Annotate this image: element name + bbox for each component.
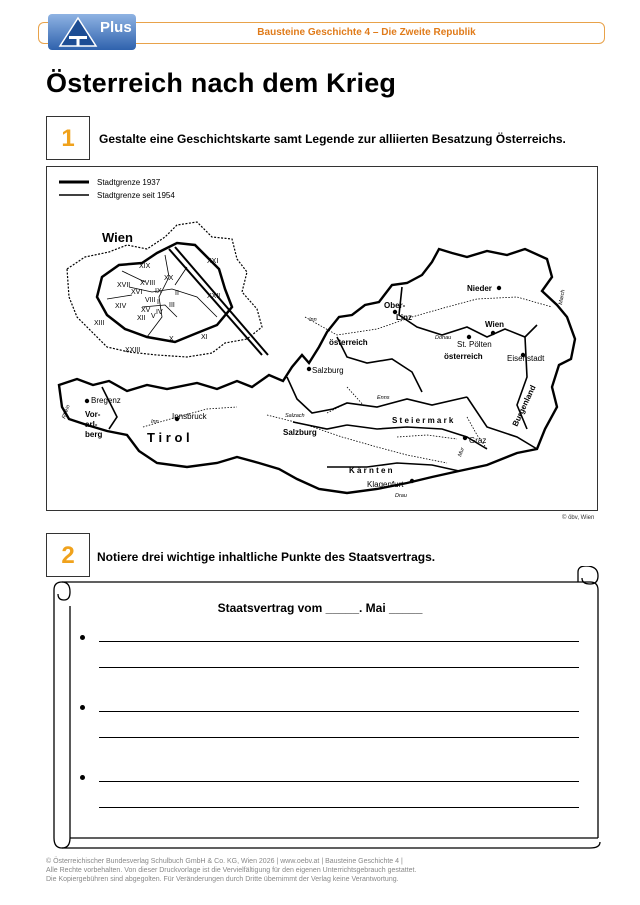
label-steiermark: S t e i e r m a r k bbox=[392, 416, 454, 425]
legend-label-1937: Stadtgrenze 1937 bbox=[97, 178, 161, 187]
river-label-salzach: Salzach bbox=[285, 413, 305, 419]
bullet-1 bbox=[80, 635, 85, 640]
map-frame bbox=[46, 166, 598, 511]
label-salzburg-city: Salzburg bbox=[312, 366, 344, 375]
svg-text:XXIII: XXIII bbox=[125, 347, 141, 354]
footer bbox=[46, 857, 416, 884]
river-label-enns: Enns bbox=[377, 395, 390, 401]
vienna-label: Wien bbox=[102, 230, 133, 245]
vienna-border-1954 bbox=[67, 222, 262, 357]
svg-text:XI: XI bbox=[201, 334, 208, 341]
river-label-mur: Mur bbox=[457, 446, 467, 458]
austria-map bbox=[47, 167, 597, 510]
river-label-donau: Donau bbox=[435, 335, 452, 341]
task-number-2: 2 bbox=[46, 533, 90, 577]
answer-line-3b[interactable] bbox=[99, 807, 579, 808]
label-klagenfurt: Klagenfurt bbox=[367, 480, 404, 489]
river-label-inn-2: Inn bbox=[151, 419, 159, 425]
task-2-instruction: Notiere drei wichtige inhaltliche Punkte des Staatsvertrags. bbox=[97, 550, 436, 564]
logo-text: Plus bbox=[100, 19, 132, 36]
bullet-2 bbox=[80, 705, 85, 710]
label-oesterreich-ober: österreich bbox=[329, 338, 368, 347]
svg-text:IX: IX bbox=[155, 288, 162, 295]
answer-line-2b[interactable] bbox=[99, 737, 579, 738]
svg-text:X: X bbox=[169, 336, 174, 343]
svg-text:II: II bbox=[175, 290, 179, 297]
scroll-heading: Staatsvertrag vom _____. Mai _____ bbox=[217, 601, 423, 615]
task-1-instruction: Gestalte eine Geschichtskarte samt Legende zur alliierten Besatzung Österreichs. bbox=[99, 132, 566, 146]
svg-text:XII: XII bbox=[137, 315, 146, 322]
label-ober: Ober- bbox=[384, 301, 406, 310]
label-eisenstadt: Eisenstadt bbox=[507, 354, 545, 363]
label-vorarlberg-3: berg bbox=[85, 430, 103, 439]
label-st-poelten: St. Pölten bbox=[457, 340, 492, 349]
svg-text:XVIII: XVIII bbox=[140, 280, 156, 287]
page-title: Österreich nach dem Krieg bbox=[46, 68, 397, 98]
svg-text:XIV: XIV bbox=[115, 303, 127, 310]
svg-text:XVII: XVII bbox=[117, 282, 131, 289]
label-burgenland: Burgenland bbox=[510, 383, 538, 428]
svg-text:IV: IV bbox=[156, 309, 163, 316]
label-wien: Wien bbox=[485, 320, 505, 329]
svg-text:XIII: XIII bbox=[94, 320, 105, 327]
label-salzburg-land: Salzburg bbox=[283, 428, 317, 437]
label-kaernten: K ä r n t e n bbox=[349, 466, 393, 475]
label-bregenz: Bregenz bbox=[91, 396, 121, 405]
svg-text:VIII: VIII bbox=[145, 297, 156, 304]
label-graz: Graz bbox=[469, 436, 487, 445]
answer-line-1b[interactable] bbox=[99, 667, 579, 668]
label-vorarlberg-2: arl- bbox=[85, 420, 98, 429]
svg-text:V: V bbox=[151, 313, 156, 320]
river-label-rhein: Rhein bbox=[61, 404, 72, 420]
label-nieder: Nieder bbox=[467, 284, 492, 293]
svg-text:XX: XX bbox=[164, 275, 174, 282]
footer-line-1: © Österreichischer Bundesverlag Schulbuch GmbH & Co. KG, Wien 2026 | www.oebv.at | Bausteine Geschichte 4 | bbox=[46, 858, 403, 865]
svg-text:XV: XV bbox=[141, 307, 151, 314]
map-copyright: © öbv, Wien bbox=[562, 515, 595, 521]
footer-link[interactable]: www.oebv.at bbox=[280, 858, 320, 865]
footer-line-3: Die Kopiergebühren sind abgegolten. Für Veränderungen durch Dritte übernimmt der Verlag keine Verantwortung. bbox=[46, 876, 399, 883]
legend-label-1954: Stadtgrenze seit 1954 bbox=[97, 191, 175, 200]
answer-line-1a[interactable] bbox=[99, 641, 579, 642]
footer-line-2: Alle Rechte vorbehalten. Von dieser Druckvorlage ist die Vervielfältigung für den eigenen Unterrichtsgebrauch gestattet. bbox=[46, 867, 417, 874]
series-title: Bausteine Geschichte 4 – Die Zweite Republik bbox=[257, 27, 476, 38]
svg-text:XXII: XXII bbox=[207, 293, 221, 300]
river-label-march: March bbox=[558, 289, 567, 306]
answer-line-2a[interactable] bbox=[99, 711, 579, 712]
label-innsbruck: Innsbruck bbox=[172, 412, 207, 421]
river-label-drau: Drau bbox=[395, 493, 407, 499]
svg-text:XVI: XVI bbox=[131, 289, 143, 296]
label-vorarlberg-1: Vor- bbox=[85, 410, 101, 419]
bullet-3 bbox=[80, 775, 85, 780]
label-oesterreich-nieder: österreich bbox=[444, 352, 483, 361]
task-number-1: 1 bbox=[46, 116, 90, 160]
svg-text:III: III bbox=[169, 302, 175, 309]
label-tirol: T i r o l bbox=[147, 430, 190, 445]
svg-text:I: I bbox=[157, 299, 159, 306]
river-label-inn: Inn bbox=[309, 317, 317, 323]
svg-text:XXI: XXI bbox=[207, 258, 219, 265]
svg-text:XIX: XIX bbox=[139, 263, 151, 270]
vienna-district-lines bbox=[107, 255, 217, 337]
danube-line-2 bbox=[175, 247, 268, 355]
answer-line-3a[interactable] bbox=[99, 781, 579, 782]
label-linz: Linz bbox=[396, 313, 412, 322]
plus-logo bbox=[48, 12, 136, 52]
